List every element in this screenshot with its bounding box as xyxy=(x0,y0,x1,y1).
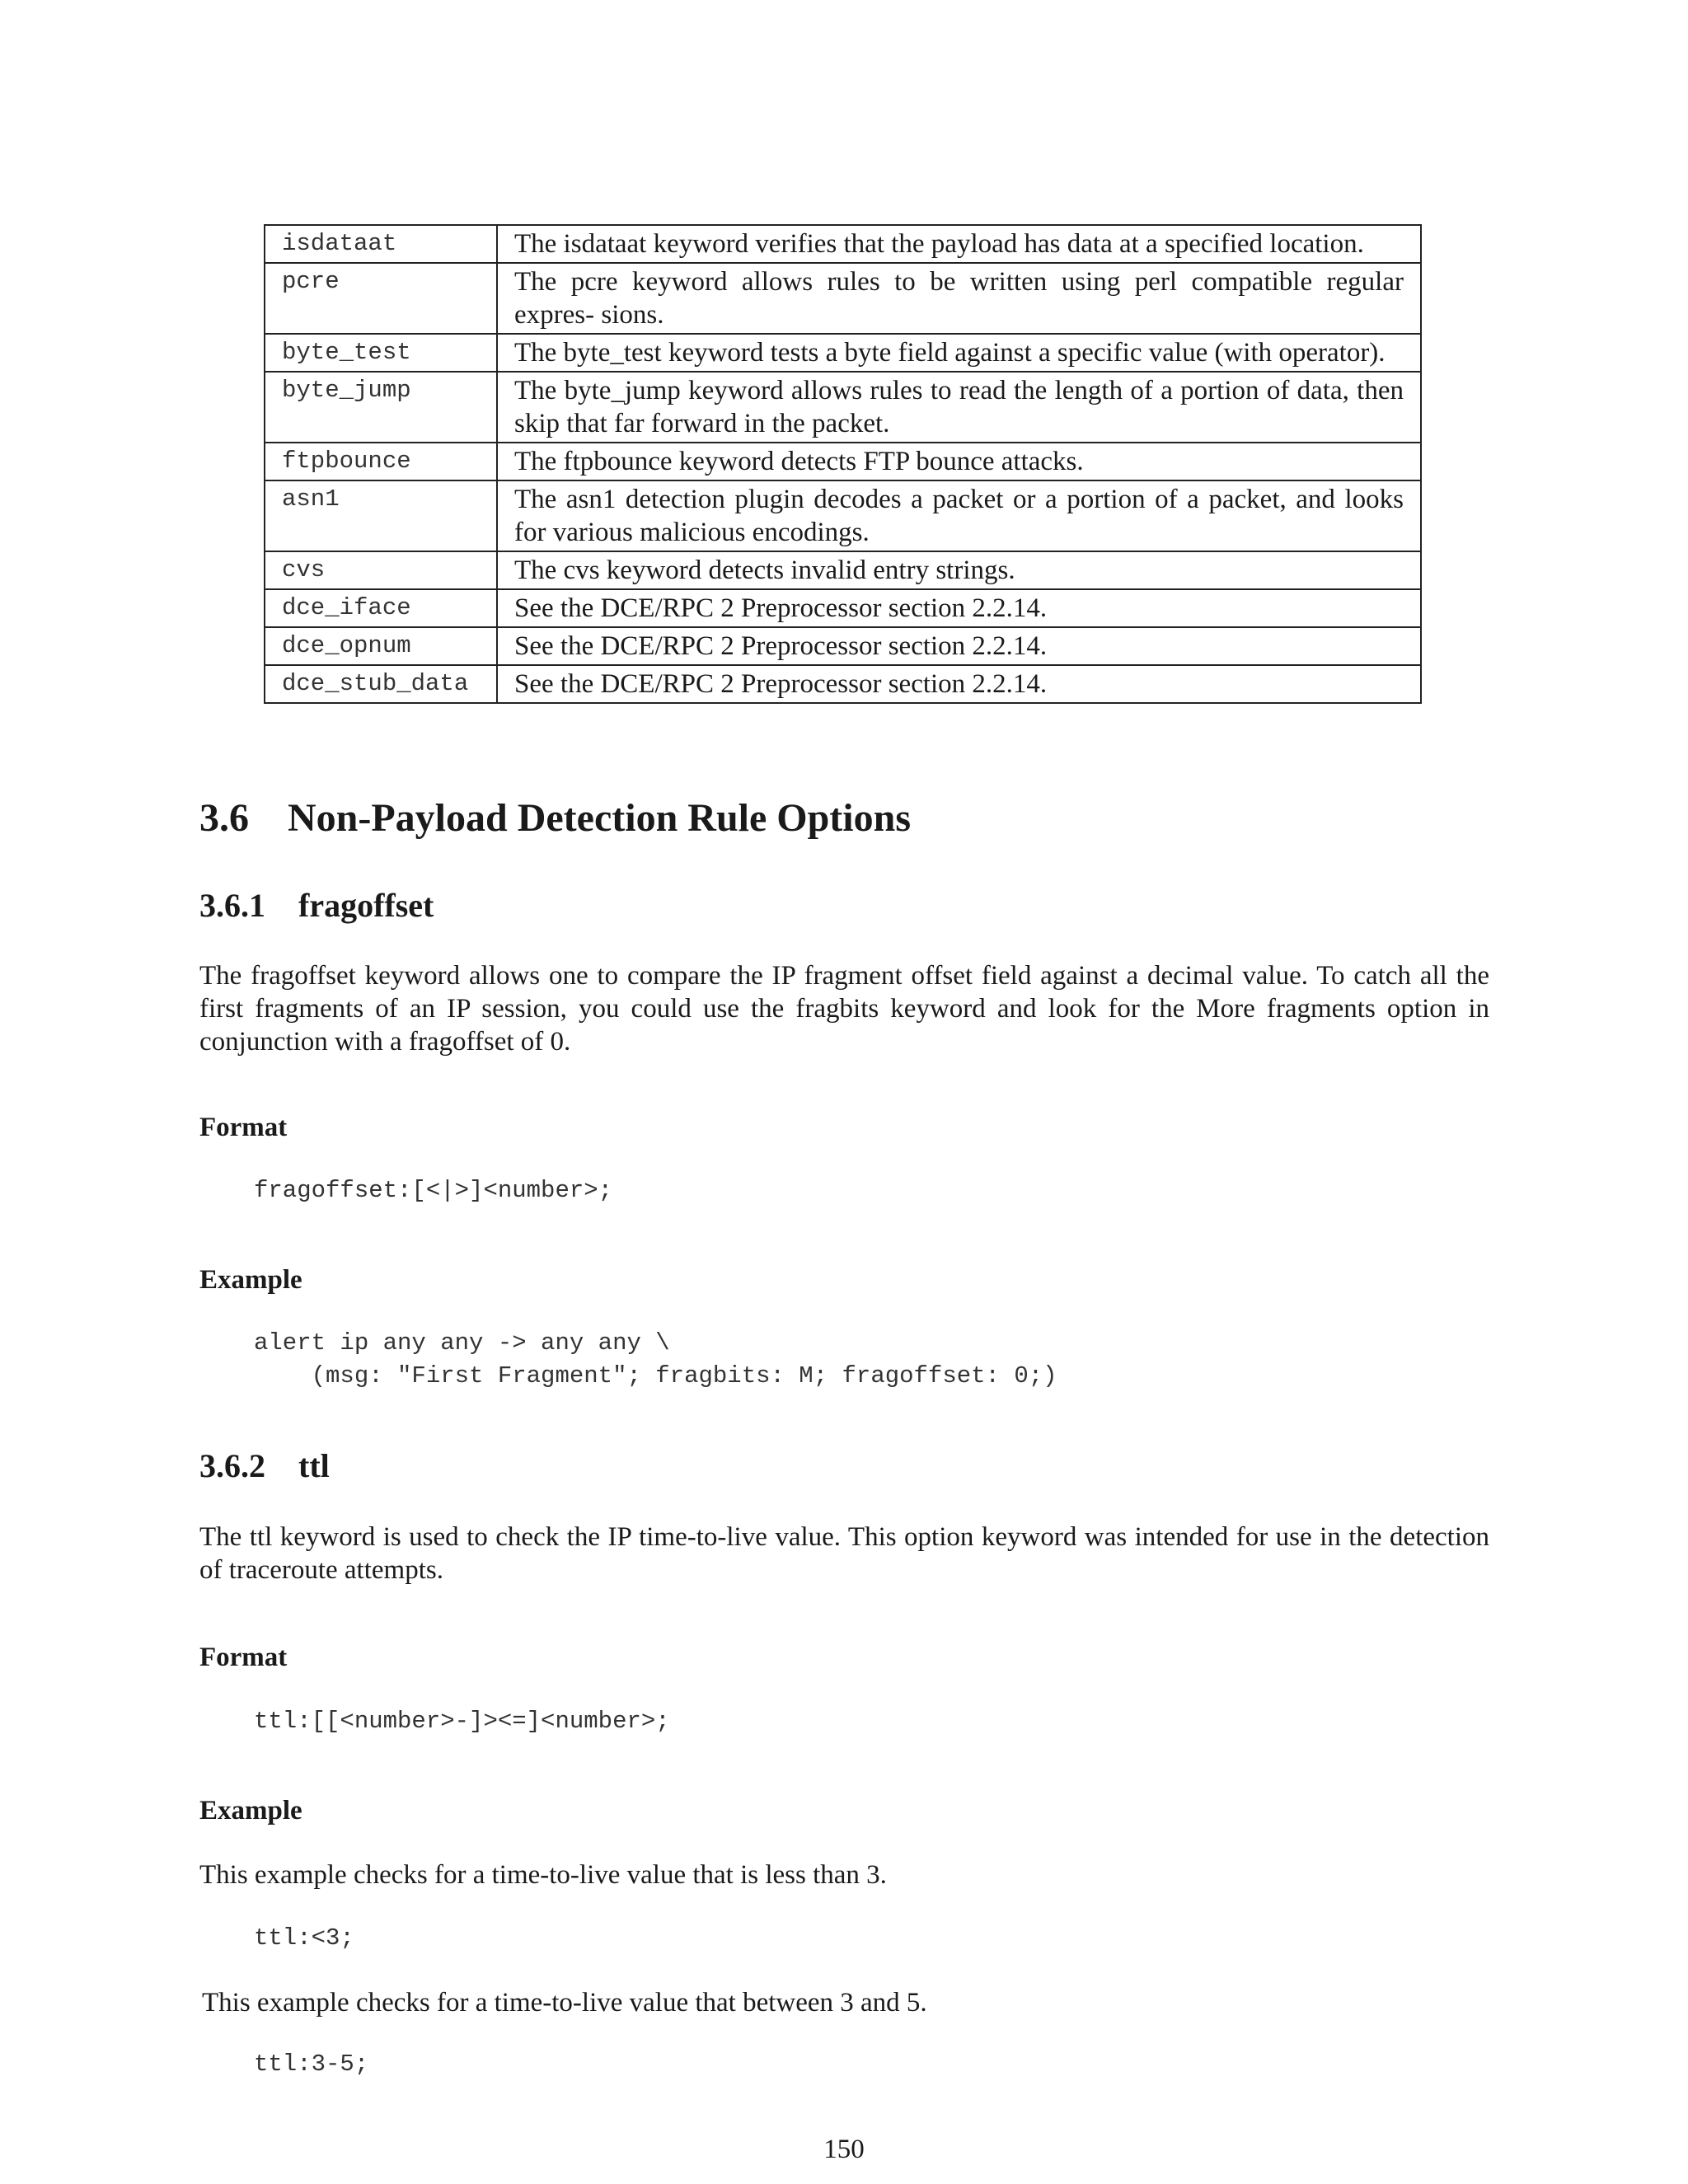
ttl-example-1-code: ttl:<3; xyxy=(254,1924,354,1952)
subsection-title: ttl xyxy=(298,1447,330,1484)
table-description-cell: The byte_test keyword tests a byte field against a specific value (with operator). xyxy=(497,334,1421,372)
ttl-example-2-code: ttl:3-5; xyxy=(254,2050,369,2078)
section-title: Non-Payload Detection Rule Options xyxy=(288,796,911,840)
table-row xyxy=(265,334,1421,372)
table-description-cell: The pcre keyword allows rules to be written using perl compatible regular expres- sions. xyxy=(497,263,1421,334)
table-keyword-cell: byte_jump xyxy=(265,372,497,443)
table-row xyxy=(265,443,1421,480)
table-description-cell: See the DCE/RPC 2 Preprocessor section 2.2.14. xyxy=(497,589,1421,627)
ttl-format-label: Format xyxy=(199,1643,288,1672)
table-keyword-cell: asn1 xyxy=(265,480,497,551)
table-description-cell: The ftpbounce keyword detects FTP bounce attacks. xyxy=(497,443,1421,480)
table-row xyxy=(265,551,1421,589)
table-keyword-cell: cvs xyxy=(265,551,497,589)
table-description-cell: The byte_jump keyword allows rules to read the length of a portion of data, then skip that far forward in the packet. xyxy=(497,372,1421,443)
table-row xyxy=(265,665,1421,703)
subsection-number: 3.6.1 xyxy=(199,887,265,924)
subsection-heading-fragoffset xyxy=(199,886,434,925)
section-heading xyxy=(199,795,911,841)
subsection-title: fragoffset xyxy=(298,887,434,924)
fragoffset-paragraph: The fragoffset keyword allows one to compare the IP fragment offset field against a decimal value. To catch all the first fragments of an IP session, you could use the fragbits keyword and look for the More fragments option in conjunction with a fragoffset of 0. xyxy=(199,961,1489,1057)
page-number: 150 xyxy=(823,2135,865,2164)
table-row xyxy=(265,589,1421,627)
keyword-table xyxy=(264,224,1422,704)
ttl-example-2-text: This example checks for a time-to-live value that between 3 and 5. xyxy=(202,1988,927,2018)
table-keyword-cell: byte_test xyxy=(265,334,497,372)
table-description-cell: See the DCE/RPC 2 Preprocessor section 2.2.14. xyxy=(497,627,1421,665)
fragoffset-format-code: fragoffset:[<|>]<number>; xyxy=(254,1177,613,1204)
table-description-cell: See the DCE/RPC 2 Preprocessor section 2.2.14. xyxy=(497,665,1421,703)
ttl-paragraph: The ttl keyword is used to check the IP time-to-live value. This option keyword was intended for use in the detection of traceroute attempts. xyxy=(199,1522,1489,1585)
subsection-heading-ttl xyxy=(199,1446,330,1485)
table-description-cell: The cvs keyword detects invalid entry strings. xyxy=(497,551,1421,589)
table-row xyxy=(265,627,1421,665)
table-description-cell: The asn1 detection plugin decodes a packet or a portion of a packet, and looks for various malicious encodings. xyxy=(497,480,1421,551)
table-keyword-cell: dce_iface xyxy=(265,589,497,627)
ttl-example-label: Example xyxy=(199,1796,302,1825)
table-keyword-cell: ftpbounce xyxy=(265,443,497,480)
fragoffset-example-label: Example xyxy=(199,1265,302,1295)
table-row xyxy=(265,263,1421,334)
fragoffset-format-label: Format xyxy=(199,1113,288,1142)
table-row xyxy=(265,480,1421,551)
section-number: 3.6 xyxy=(199,796,249,840)
ttl-example-1-text: This example checks for a time-to-live value that is less than 3. xyxy=(199,1860,887,1890)
table-keyword-cell: dce_stub_data xyxy=(265,665,497,703)
table-row xyxy=(265,225,1421,263)
table-row xyxy=(265,372,1421,443)
table-keyword-cell: pcre xyxy=(265,263,497,334)
table-description-cell: The isdataat keyword verifies that the payload has data at a specified location. xyxy=(497,225,1421,263)
subsection-number: 3.6.2 xyxy=(199,1447,265,1484)
fragoffset-example-code: alert ip any any -> any any \ (msg: "First Fragment"; fragbits: M; fragoffset: 0;) xyxy=(254,1329,1057,1390)
table-keyword-cell: isdataat xyxy=(265,225,497,263)
ttl-format-code: ttl:[[<number>-]><=]<number>; xyxy=(254,1708,670,1735)
table-keyword-cell: dce_opnum xyxy=(265,627,497,665)
